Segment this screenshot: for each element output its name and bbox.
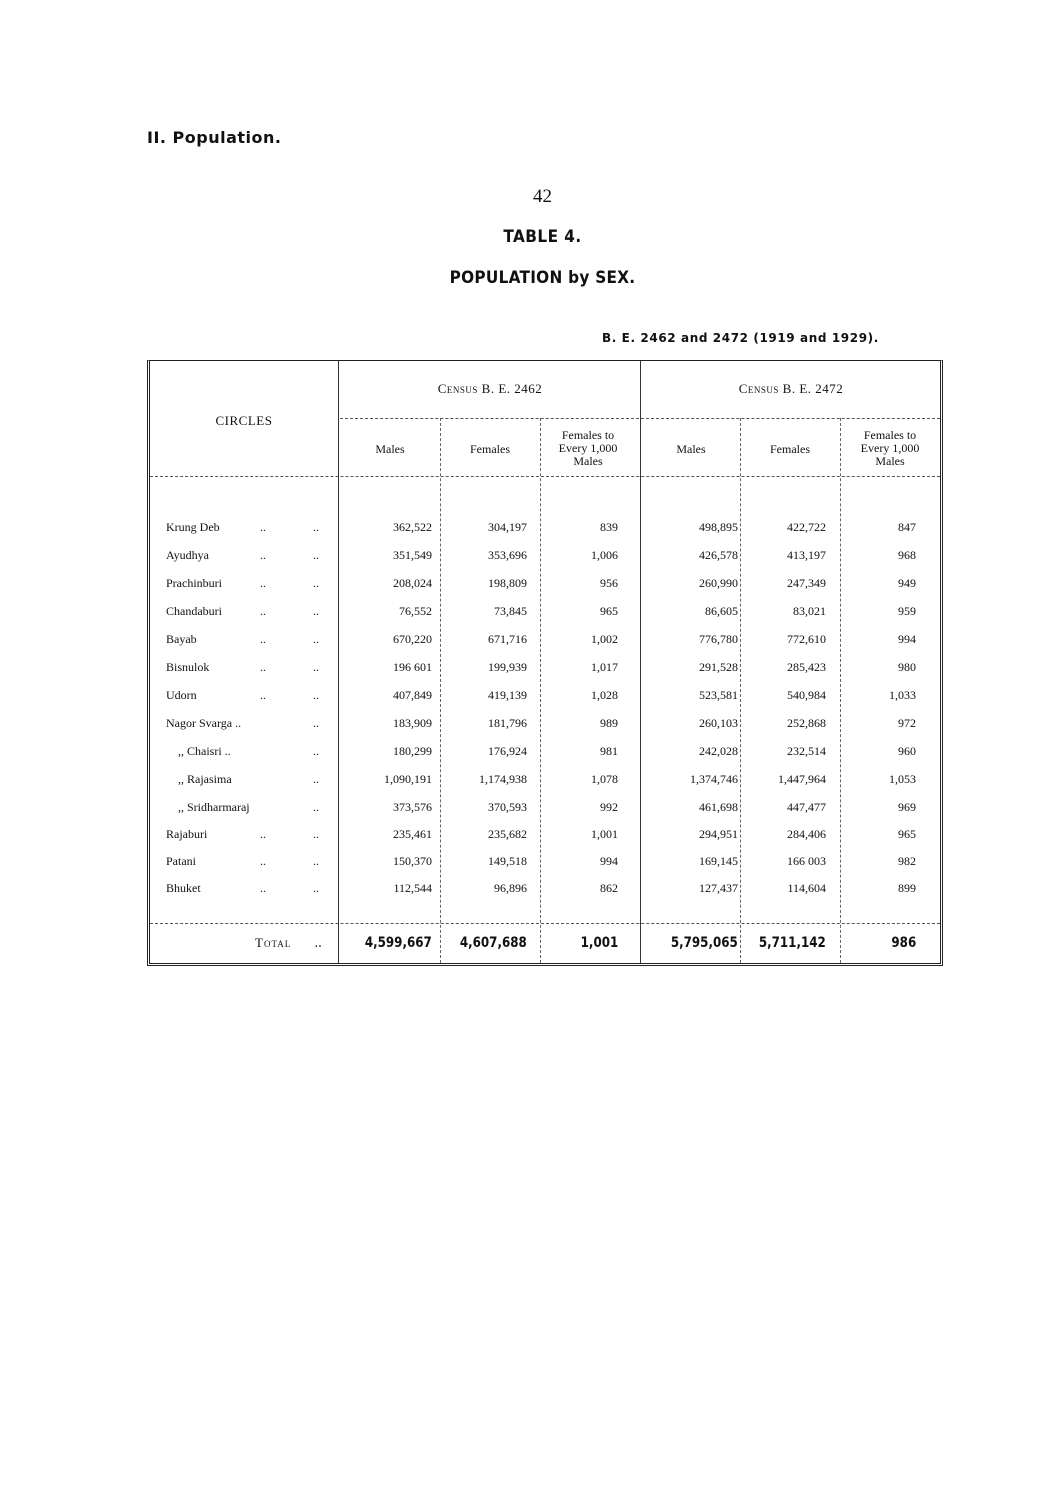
table-row [150,743,946,769]
circle-name: Prachinburi [166,576,222,590]
ratio-2472: 965 [898,827,916,841]
rule-header-bottom [150,476,940,477]
females-2462: 176,924 [488,744,527,758]
table-row [150,575,946,601]
males-2462: 76,552 [399,604,432,618]
males-2462: 670,220 [393,632,432,646]
ratio-2472: 960 [898,744,916,758]
males-2462: 208,024 [393,576,432,590]
ratio-2462: 1,078 [591,772,618,786]
circle-name: Chandaburi [166,604,222,618]
leader-dots: .. [313,632,319,646]
males-2462: 362,522 [393,520,432,534]
leader-dots: .. [260,854,266,868]
males-2462: 1,090,191 [384,772,432,786]
header-females-2472: Females [770,442,810,456]
ratio-2472: 982 [898,854,916,868]
circle-name: Udorn [166,688,197,702]
total-males-2462: 4,599,667 [364,935,432,951]
males-2472: 169,145 [699,854,738,868]
males-2462: 351,549 [393,548,432,562]
females-2472: 540,984 [787,688,826,702]
males-2472: 426,578 [699,548,738,562]
leader-dots: .. [314,935,322,951]
females-2472: 83,021 [793,604,826,618]
total-females-2462: 4,607,688 [459,935,527,951]
females-2462: 304,197 [488,520,527,534]
females-2472: 252,868 [787,716,826,730]
ratio-2472: 949 [898,576,916,590]
ratio-2472: 847 [898,520,916,534]
page-number: 42 [533,186,552,207]
males-2472: 291,528 [699,660,738,674]
table-row [150,826,946,852]
leader-dots: .. [260,881,266,895]
leader-dots: .. [313,772,319,786]
population-table [147,360,943,966]
males-2472: 86,605 [705,604,738,618]
header-ratio-2462: Females to Every 1,000 Males [558,428,618,468]
ratio-2462: 1,001 [591,827,618,841]
ratio-2472: 980 [898,660,916,674]
females-2462: 235,682 [488,827,527,841]
years-note: B. E. 2462 and 2472 (1919 and 1929). [602,331,879,345]
leader-dots: .. [260,688,266,702]
header-ratio-2472: Females to Every 1,000 Males [860,428,920,468]
females-2462: 370,593 [488,800,527,814]
total-ratio-2462: 1,001 [580,935,618,951]
table-row [150,799,946,825]
circle-name: Bayab [166,632,197,646]
circle-name: ,, Rajasima [178,772,232,786]
ratio-2462: 1,017 [591,660,618,674]
females-2462: 419,139 [488,688,527,702]
table-row [150,631,946,657]
females-2462: 1,174,938 [479,772,527,786]
table-row [150,771,946,797]
ratio-2472: 994 [898,632,916,646]
circle-name: ,, Chaisri .. [178,744,231,758]
females-2462: 149,518 [488,854,527,868]
males-2472: 461,698 [699,800,738,814]
males-2462: 196 601 [393,660,432,674]
ratio-2462: 989 [600,716,618,730]
table-row [150,880,946,906]
ratio-2462: 965 [600,604,618,618]
ratio-2462: 992 [600,800,618,814]
circle-name: Rajaburi [166,827,208,841]
circle-name: Bisnulok [166,660,210,674]
leader-dots: .. [260,632,266,646]
males-2472: 523,581 [699,688,738,702]
males-2462: 373,576 [393,800,432,814]
total-males-2472: 5,795,065 [670,935,738,951]
leader-dots: .. [313,716,319,730]
circle-name: ,, Sridharmaraj [178,800,250,814]
males-2472: 498,895 [699,520,738,534]
females-2462: 96,896 [494,881,527,895]
females-2462: 353,696 [488,548,527,562]
leader-dots: .. [313,688,319,702]
leader-dots: .. [313,660,319,674]
table-row [150,853,946,879]
females-2472: 422,722 [787,520,826,534]
males-2472: 260,103 [699,716,738,730]
leader-dots: .. [313,548,319,562]
ratio-2472: 969 [898,800,916,814]
leader-dots: .. [313,854,319,868]
females-2462: 181,796 [488,716,527,730]
ratio-2472: 899 [898,881,916,895]
header-circles: CIRCLES [215,413,273,428]
ratio-2472: 1,053 [889,772,916,786]
total-ratio-2472: 986 [891,935,916,951]
females-2472: 285,423 [787,660,826,674]
leader-dots: .. [313,520,319,534]
males-2462: 235,461 [393,827,432,841]
leader-dots: .. [260,576,266,590]
ratio-2462: 1,028 [591,688,618,702]
header-census-2462: Census B. E. 2462 [437,381,543,396]
circle-name: Krung Deb [166,520,220,534]
females-2462: 671,716 [488,632,527,646]
ratio-2462: 956 [600,576,618,590]
females-2472: 232,514 [787,744,826,758]
total-females-2472: 5,711,142 [758,935,826,951]
males-2462: 112,544 [393,881,432,895]
ratio-2462: 1,006 [591,548,618,562]
leader-dots: .. [313,800,319,814]
ratio-2472: 1,033 [889,688,916,702]
leader-dots: .. [260,604,266,618]
circle-name: Ayudhya [166,548,209,562]
females-2462: 199,939 [488,660,527,674]
males-2472: 294,951 [699,827,738,841]
header-males-2462: Males [375,442,405,456]
males-2462: 407,849 [393,688,432,702]
leader-dots: .. [313,576,319,590]
ratio-2462: 994 [600,854,618,868]
ratio-2472: 968 [898,548,916,562]
circle-name: Bhuket [166,881,201,895]
leader-dots: .. [313,881,319,895]
females-2462: 198,809 [488,576,527,590]
table-title: POPULATION by SEX. [449,268,636,288]
ratio-2472: 959 [898,604,916,618]
leader-dots: .. [313,604,319,618]
rule-census-sub [340,418,940,419]
section-title: II. Population. [147,128,282,147]
table-row [150,603,946,629]
females-2472: 772,610 [787,632,826,646]
females-2472: 166 003 [787,854,826,868]
males-2472: 127,437 [699,881,738,895]
header-males-2472: Males [676,442,706,456]
ratio-2462: 981 [600,744,618,758]
header-census-2472: Census B. E. 2472 [738,381,844,396]
males-2472: 776,780 [699,632,738,646]
leader-dots: .. [313,744,319,758]
males-2472: 1,374,746 [690,772,738,786]
leader-dots: .. [260,520,266,534]
leader-dots: .. [260,548,266,562]
header-females-2462: Females [470,442,510,456]
leader-dots: .. [313,827,319,841]
total-label: Total [255,935,292,950]
females-2472: 247,349 [787,576,826,590]
ratio-2462: 862 [600,881,618,895]
table-row [150,519,946,545]
males-2462: 150,370 [393,854,432,868]
leader-dots: .. [260,660,266,674]
table-label: TABLE 4. [503,227,582,247]
table-row [150,715,946,741]
females-2472: 447,477 [787,800,826,814]
females-2462: 73,845 [494,604,527,618]
circle-name: Nagor Svarga .. [166,716,242,730]
males-2462: 180,299 [393,744,432,758]
males-2472: 260,990 [699,576,738,590]
females-2472: 284,406 [787,827,826,841]
table-row [150,687,946,713]
circle-name: Patani [166,854,196,868]
ratio-2472: 972 [898,716,916,730]
females-2472: 1,447,964 [778,772,826,786]
ratio-2462: 1,002 [591,632,618,646]
males-2472: 242,028 [699,744,738,758]
females-2472: 413,197 [787,548,826,562]
table-row [150,659,946,685]
rule-total-top [150,923,940,924]
males-2462: 183,909 [393,716,432,730]
ratio-2462: 839 [600,520,618,534]
table-row [150,547,946,573]
females-2472: 114,604 [787,881,826,895]
leader-dots: .. [260,827,266,841]
